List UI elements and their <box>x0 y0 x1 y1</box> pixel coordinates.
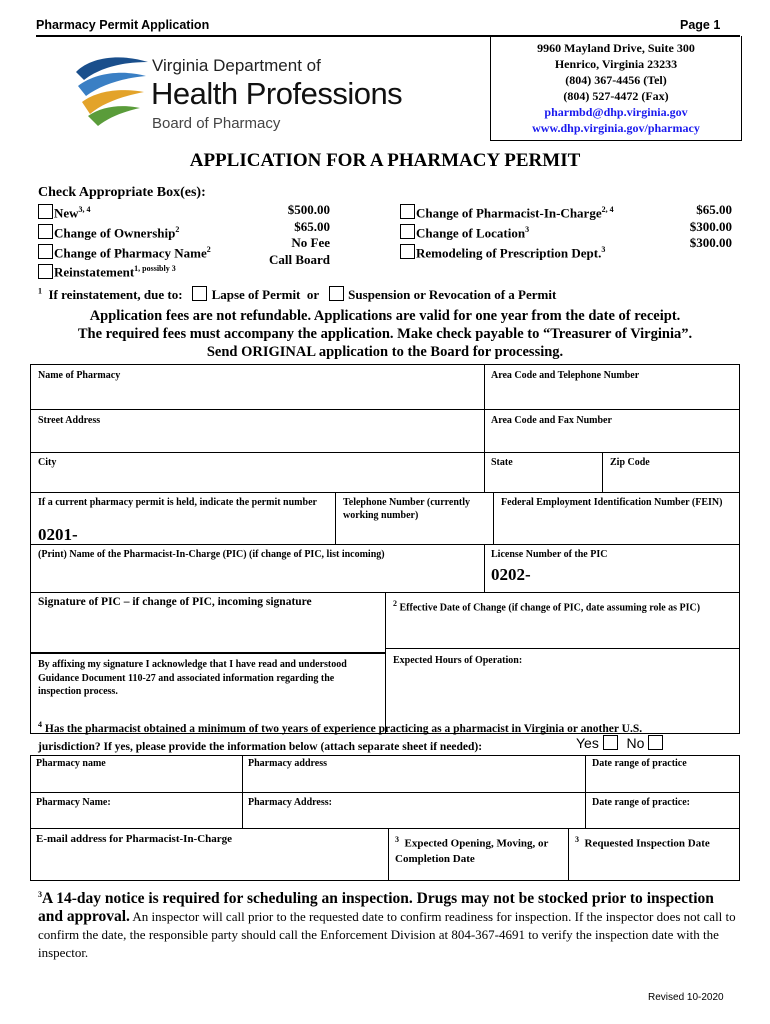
email-label: E-mail address for Pharmacist-In-Charge <box>36 833 233 845</box>
signature-label: Signature of PIC – if change of PIC, incoming signature <box>38 596 312 608</box>
logo-line-2: Health Professions <box>151 76 403 111</box>
permit-prefix: 0201- <box>38 525 78 544</box>
fee-change-location: $300.00 <box>689 218 732 234</box>
yes-checkbox[interactable] <box>603 735 618 750</box>
address-city: Henrico, Virginia 23233 <box>554 57 678 71</box>
date-range-label-2: Date range of practice: <box>592 797 691 808</box>
notice-line-1: Application fees are not refundable. Applications are valid for one year from the date of receipt. <box>89 308 681 324</box>
change-pic-checkbox[interactable] <box>400 204 415 219</box>
address-box <box>490 36 742 141</box>
right-fees <box>640 202 732 252</box>
no-checkbox[interactable] <box>648 735 663 750</box>
page-title: APPLICATION FOR A PHARMACY PERMIT <box>189 150 581 171</box>
fax-label: Area Code and Fax Number <box>491 415 612 426</box>
hours-label: Expected Hours of Operation: <box>393 655 523 666</box>
reinstatement-checkbox[interactable] <box>38 264 53 279</box>
inspection-notice: $^3$A 14-day notice is required for scheduling an inspection. Drugs may not be stocked prior to inspection and approval. An inspector will call prior to the requested date to confirm readiness for inspection. If the inspector does not call to confirm the date, the responsible party should call the Enforcement Division at 804-367-4691 to verify the inspection date with the inspector. <box>38 890 736 961</box>
experience-question: $^4$ Has the pharmacist obtained a minimum of two years of experience practicing as a pharmacist in Virginia or another U.S. jurisdiction? If yes, please provide the information below (attach separate sheet if needed): <box>38 720 643 753</box>
left-options <box>38 202 211 281</box>
address-street: 9960 Mayland Drive, Suite 300 <box>537 41 695 55</box>
yes-label: Yes <box>576 735 599 751</box>
option-change-name: Change of Pharmacy Name$^2$ <box>38 242 211 262</box>
change-name-checkbox[interactable] <box>38 244 53 259</box>
new-checkbox[interactable] <box>38 204 53 219</box>
pic-name-label: (Print) Name of the Pharmacist-In-Charge (PIC) (if change of PIC, list incoming) <box>38 549 385 560</box>
fein-label: Federal Employment Identification Number (FEIN) <box>501 497 723 508</box>
reinstatement-reason: $^1$ If reinstatement, due to: Lapse of Permit or Suspension or Revocation of a Permit <box>38 286 557 302</box>
address-fax: (804) 527-4472 (Fax) <box>563 89 669 103</box>
street-address-label: Street Address <box>38 415 101 426</box>
right-options <box>400 202 614 261</box>
address-tel: (804) 367-4456 (Tel) <box>565 73 667 87</box>
option-change-ownership: Change of Ownership$^2$ <box>38 222 211 242</box>
lapse-checkbox[interactable] <box>192 286 207 301</box>
zip-label: Zip Code <box>610 457 650 468</box>
pharmacy-address-label-2: Pharmacy Address: <box>248 797 332 808</box>
city-label: City <box>38 457 57 468</box>
option-new: New$^{3, 4}$ <box>38 202 211 222</box>
form-header-title: Pharmacy Permit Application <box>36 18 210 32</box>
address-web-link[interactable]: www.dhp.virginia.gov/pharmacy <box>532 121 700 135</box>
inspection-date-label: $^3$ Requested Inspection Date <box>575 835 710 850</box>
address-email-link[interactable]: pharmbd@dhp.virginia.gov <box>544 105 688 119</box>
option-reinstatement: Reinstatement$^{1, possibly 3}$ <box>38 261 211 281</box>
change-location-checkbox[interactable] <box>400 224 415 239</box>
fee-new: $500.00 <box>287 202 330 217</box>
notice-line-3: Send ORIGINAL application to the Board for processing. <box>206 344 564 360</box>
dhp-logo-icon <box>72 50 152 130</box>
fee-change-ownership: $65.00 <box>294 218 330 234</box>
no-label: No <box>626 735 645 751</box>
revised-date: Revised 10-2020 <box>648 992 724 1003</box>
telephone-working-label: Telephone Number (currently working number) <box>343 497 471 521</box>
option-change-pic: Change of Pharmacist-In-Charge$^{2, 4}$ <box>400 202 614 222</box>
permit-number-label: If a current pharmacy permit is held, indicate the permit number <box>38 497 317 508</box>
fee-change-pic: $65.00 <box>696 202 732 217</box>
license-number-label: License Number of the PIC <box>491 549 608 560</box>
change-ownership-checkbox[interactable] <box>38 224 53 239</box>
license-prefix: 0202- <box>491 565 531 584</box>
state-label: State <box>491 457 513 468</box>
yes-no-options <box>576 735 664 751</box>
name-of-pharmacy-label: Name of Pharmacy <box>38 370 121 381</box>
pharmacy-address-label-1: Pharmacy address <box>248 758 327 769</box>
date-range-label-1: Date range of practice <box>592 758 687 769</box>
phone-label: Area Code and Telephone Number <box>491 370 640 381</box>
remodeling-checkbox[interactable] <box>400 244 415 259</box>
option-change-location: Change of Location$^3$ <box>400 222 614 242</box>
left-fees <box>230 202 330 268</box>
check-heading: Check Appropriate Box(es): <box>38 185 206 200</box>
logo-line-1: Virginia Department of <box>152 56 321 75</box>
pharmacy-name-label-2: Pharmacy Name: <box>36 797 111 808</box>
suspension-checkbox[interactable] <box>329 286 344 301</box>
pharmacy-name-label-1: Pharmacy name <box>36 758 106 769</box>
effective-date-label: $^2$ Effective Date of Change (if change of PIC, date assuming role as PIC) <box>393 599 701 614</box>
fee-notice <box>0 307 770 361</box>
fee-reinstatement: Call Board <box>268 251 330 267</box>
option-remodeling: Remodeling of Prescription Dept.$^3$ <box>400 242 614 262</box>
fee-change-name: No Fee <box>291 235 330 250</box>
logo-line-3: Board of Pharmacy <box>152 115 281 132</box>
opening-date-label: $^3$ Expected Opening, Moving, or Completion Date <box>395 835 549 865</box>
notice-line-2: The required fees must accompany the application. Make check payable to “Treasurer of Virginia”. <box>77 326 693 342</box>
fee-remodeling: $300.00 <box>689 235 732 250</box>
acknowledge-text: By affixing my signature I acknowledge that I have read and understood Guidance Document 110-27 and associated information regarding the inspection process. <box>38 659 347 697</box>
page-number: Page 1 <box>680 18 721 32</box>
